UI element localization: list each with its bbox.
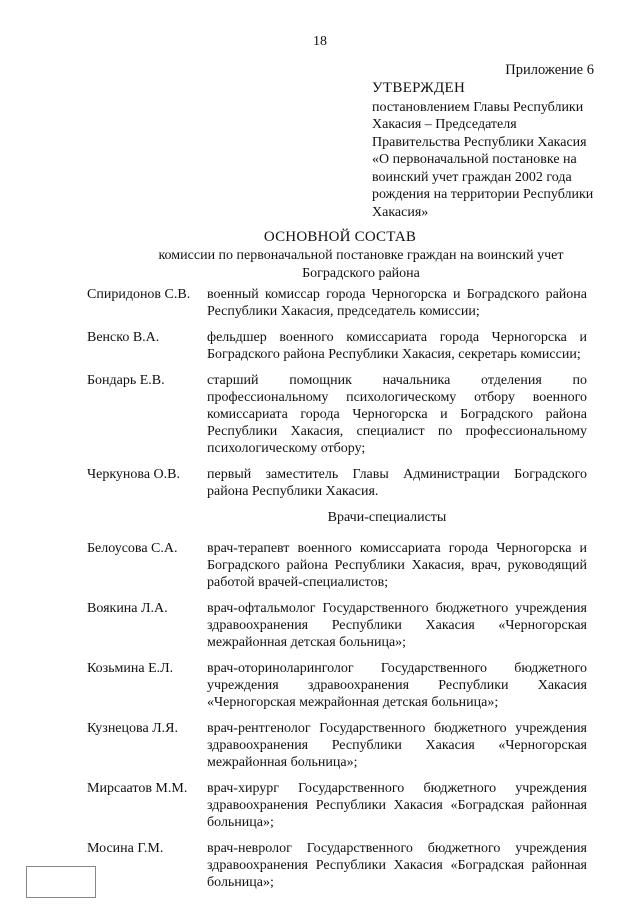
- doctor-role: врач-оториноларинголог Государственного бюджетного учреждения здравоохранения Республики Хакасия «Черногорская межрайонная детская больница»;: [207, 661, 587, 710]
- doctor-role: врач-рентгенолог Государственного бюджетного учреждения здравоохранения Республики Хакасия «Черногорская межрайонная больница»;: [207, 721, 587, 770]
- member-role: военный комиссар города Черногорска и Боградского района Республики Хакасия, председатель комиссии;: [207, 287, 587, 319]
- list-item: [87, 780, 587, 831]
- approval-block: [372, 80, 602, 221]
- member-role: старший помощник начальника отделения по профессиональному психологическому отбору военного комиссариата города Черногорска и Боградского района Республики Хакасия, специалист по профессиональному психологическому отбору;: [207, 373, 587, 456]
- list-item: [87, 329, 587, 363]
- list-item: [87, 600, 587, 651]
- list-item: [87, 840, 587, 891]
- appendix-label: Приложение 6: [505, 62, 594, 78]
- list-item: [87, 466, 587, 500]
- list-item: [87, 660, 587, 711]
- doctor-role: врач-хирург Государственного бюджетного учреждения здравоохранения Республики Хакасия «Боградская районная больница»;: [207, 781, 587, 830]
- document-subtitle: комиссии по первоначальной постановке граждан на воинский учет Боградского района: [158, 248, 564, 281]
- list-item: [87, 720, 587, 771]
- doctor-name: Белоусова С.А.: [87, 541, 178, 556]
- member-name: Бондарь Е.В.: [87, 373, 165, 388]
- doctor-role: врач-терапевт военного комиссариата города Черногорска и Боградского района Республики Хакасия, врач, руководящий работой врачей-специалистов;: [207, 541, 587, 590]
- list-item: [87, 540, 587, 591]
- list-item: [87, 372, 587, 457]
- member-name: Венско В.А.: [87, 330, 160, 345]
- doctor-name: Мосина Г.М.: [87, 841, 164, 856]
- section-heading-doctors: Врачи-специалисты: [327, 510, 447, 525]
- doctor-role: врач-невролог Государственного бюджетного учреждения здравоохранения Республики Хакасия «Боградская районная больница»;: [207, 841, 587, 890]
- doctor-name: Воякина Л.А.: [87, 601, 168, 616]
- approval-heading: УТВЕРЖДЕН: [372, 80, 466, 96]
- member-role: первый заместитель Главы Администрации Боградского района Республики Хакасия.: [207, 467, 587, 499]
- members-list: [87, 286, 587, 900]
- document-title: ОСНОВНОЙ СОСТАВ: [263, 229, 417, 245]
- page-number: 18: [313, 34, 327, 49]
- corner-stamp: [26, 866, 96, 898]
- doctor-name: Козьмина Е.Л.: [87, 661, 174, 676]
- member-name: Черкунова О.В.: [87, 467, 180, 482]
- member-name: Спиридонов С.В.: [87, 287, 191, 302]
- approval-text: постановлением Главы Республики Хакасия – Председателя Правительства Республики Хакасия «О первоначальной постановке на воинский учет граждан 2002 года рождения на территории Республики Хакасия»: [372, 99, 594, 220]
- doctor-name: Кузнецова Л.Я.: [87, 721, 178, 736]
- doctor-name: Мирсаатов М.М.: [87, 781, 188, 796]
- member-role: фельдшер военного комиссариата города Черногорска и Боградского района Республики Хакасия, секретарь комиссии;: [207, 330, 587, 362]
- doctor-role: врач-офтальмолог Государственного бюджетного учреждения здравоохранения Республики Хакасия «Черногорская межрайонная детская больница»;: [207, 601, 587, 650]
- list-item: [87, 286, 587, 320]
